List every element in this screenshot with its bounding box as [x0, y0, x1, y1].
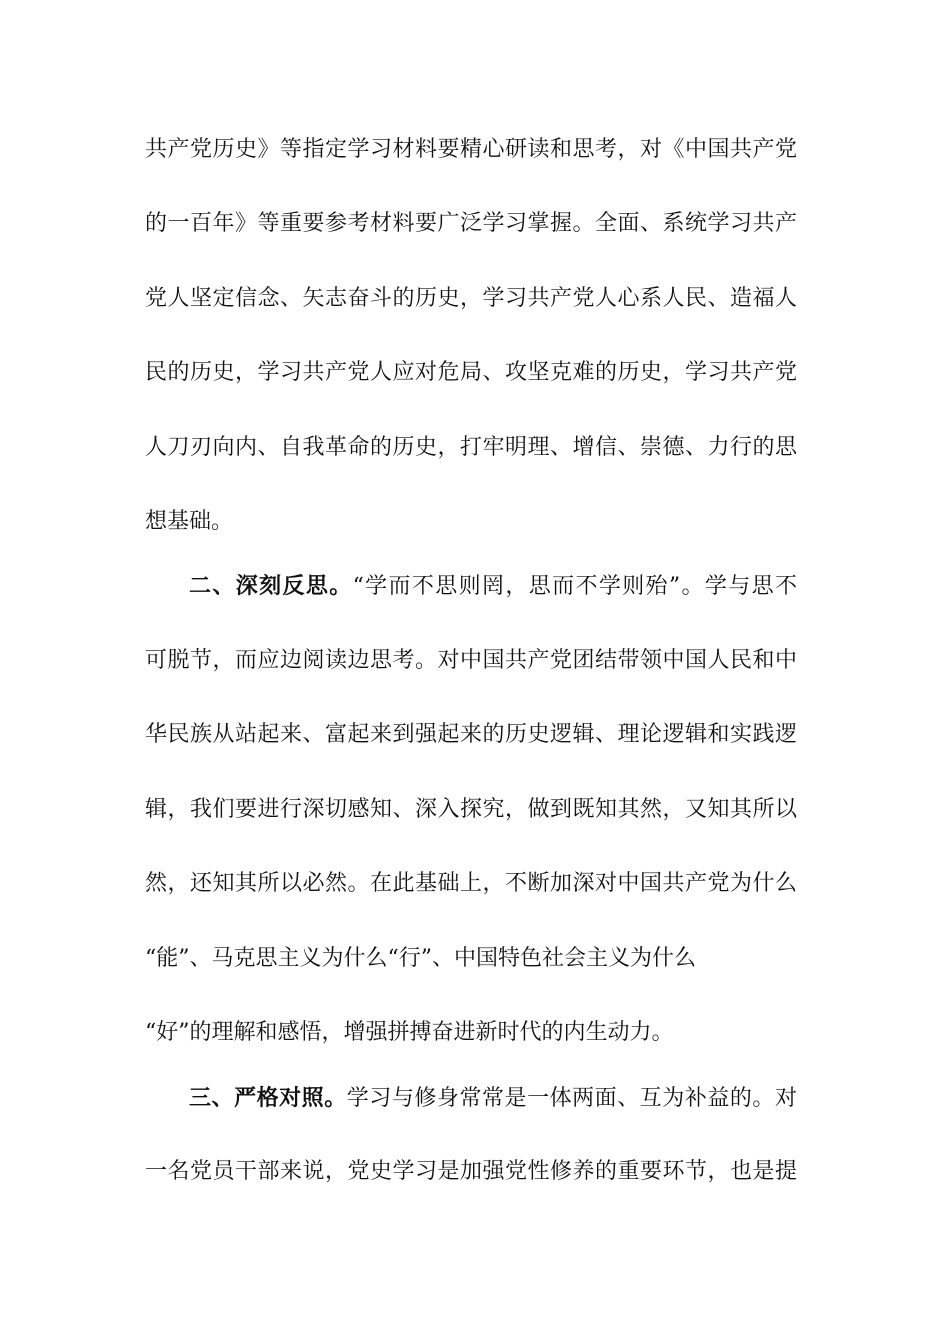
section-2-heading: 二、深刻反思。	[189, 573, 353, 599]
section-3-line-2: 一名党员干部来说，党史学习是加强党性修养的重要环节，也是提	[145, 1159, 797, 1184]
section-3-first-line-text: 学习与修身常常是一体两面、互为补益的。对	[346, 1086, 797, 1111]
paragraph-line-3: 党人坚定信念、矢志奋斗的历史，学习共产党人心系人民、造福人	[145, 286, 797, 311]
paragraph-line-6: 想基础。	[145, 509, 234, 534]
section-2-line-5: 然，还知其所以必然。在此基础上，不断加深对中国共产党为什么	[145, 871, 797, 896]
section-2-first-line	[189, 571, 797, 602]
section-2-line-6: “能”、马克思主义为什么“行”、中国特色社会主义为什么	[145, 946, 696, 971]
paragraph-line-2: 的一百年》等重要参考材料要广泛学习掌握。全面、系统学习共产	[145, 211, 797, 236]
section-2-line-4: 辑，我们要进行深切感知、深入探究，做到既知其然，又知其所以	[145, 797, 797, 822]
section-3-first-line	[189, 1083, 797, 1114]
section-2-line-3: 华民族从站起来、富起来到强起来的历史逻辑、理论逻辑和实践逻	[145, 722, 797, 747]
paragraph-line-4: 民的历史，学习共产党人应对危局、攻坚克难的历史，学习共产党	[145, 360, 797, 385]
paragraph-line-1: 共产党历史》等指定学习材料要精心研读和思考，对《中国共产党	[145, 137, 797, 162]
section-3-heading: 三、严格对照。	[189, 1085, 347, 1111]
section-2-line-2: 可脱节，而应边阅读边思考。对中国共产党团结带领中国人民和中	[145, 648, 797, 673]
section-2-first-line-text: “学而不思则罔，思而不学则殆”。学与思不	[352, 574, 797, 599]
paragraph-line-5: 人刀刃向内、自我革命的历史，打牢明理、增信、崇德、力行的思	[145, 435, 797, 460]
section-2-line-7: “好”的理解和感悟，增强拼搏奋进新时代的内生动力。	[145, 1020, 674, 1045]
